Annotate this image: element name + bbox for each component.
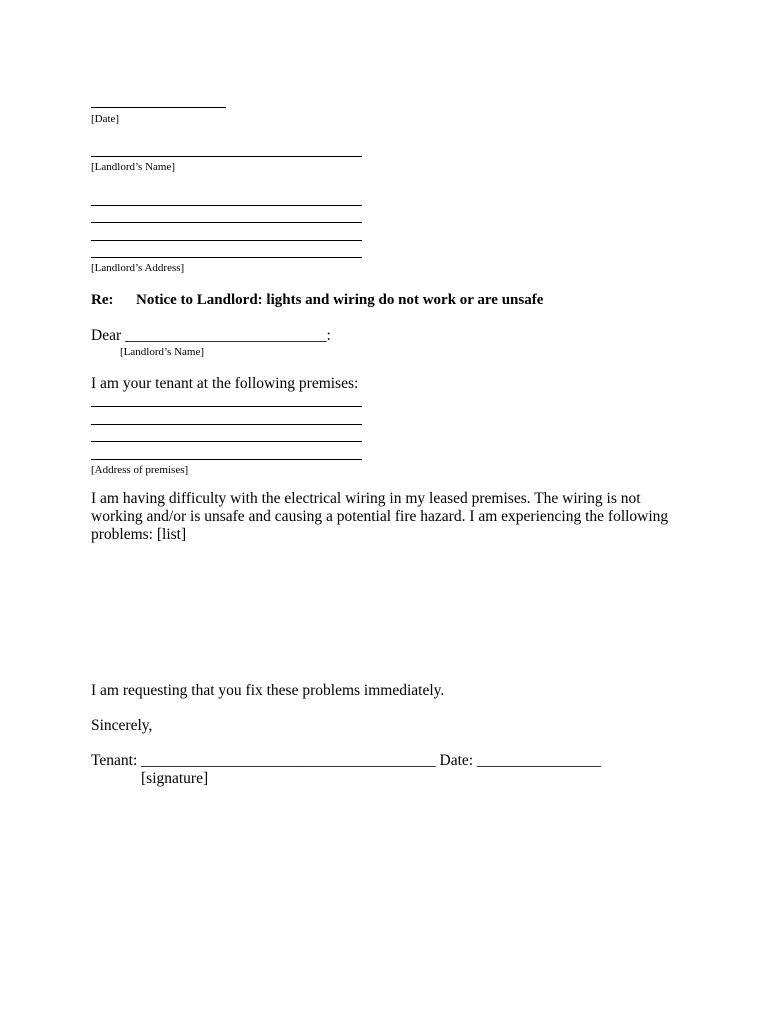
landlord-address-line-3[interactable] bbox=[91, 240, 362, 241]
landlord-address-line-4[interactable] bbox=[91, 257, 362, 258]
date-line[interactable] bbox=[91, 107, 226, 108]
signature-date-blank[interactable]: ________________ bbox=[476, 752, 601, 769]
premises-line-2[interactable] bbox=[91, 424, 362, 425]
landlord-address-line-1[interactable] bbox=[91, 205, 362, 206]
landlord-name-label: [Landlord’s Name] bbox=[91, 161, 175, 173]
request-text: I am requesting that you fix these problems immediately. bbox=[91, 682, 445, 699]
re-subject: Notice to Landlord: lights and wiring do not work or are unsafe bbox=[136, 292, 544, 308]
premises-line-1[interactable] bbox=[91, 406, 362, 407]
tenant-signature-blank[interactable]: ______________________________________ bbox=[141, 752, 436, 769]
re-prefix: Re: bbox=[91, 292, 114, 308]
problem-paragraph: I am having difficulty with the electrical wiring in my leased premises. The wiring is not working and/or is unsafe and causing a potential fire hazard. I am experiencing the following problems: [list] bbox=[91, 490, 669, 543]
closing: Sincerely, bbox=[91, 717, 153, 734]
premises-label: [Address of premises] bbox=[91, 464, 189, 476]
premises-line-3[interactable] bbox=[91, 441, 362, 442]
salutation bbox=[91, 327, 331, 345]
salutation-caption: [Landlord’s Name] bbox=[120, 346, 204, 358]
signature-row bbox=[91, 752, 601, 770]
tenant-label: Tenant: bbox=[91, 752, 138, 769]
date-label: [Date] bbox=[91, 113, 120, 125]
signature-date-label: Date: bbox=[439, 752, 474, 769]
signature-caption: [signature] bbox=[141, 770, 209, 787]
landlord-address-label: [Landlord’s Address] bbox=[91, 262, 185, 274]
salutation-blank[interactable]: __________________________: bbox=[125, 327, 331, 344]
premises-intro: I am your tenant at the following premises: bbox=[91, 375, 359, 392]
landlord-name-line[interactable] bbox=[91, 156, 362, 157]
salutation-dear: Dear bbox=[91, 327, 122, 344]
premises-line-4[interactable] bbox=[91, 459, 362, 460]
landlord-address-line-2[interactable] bbox=[91, 222, 362, 223]
